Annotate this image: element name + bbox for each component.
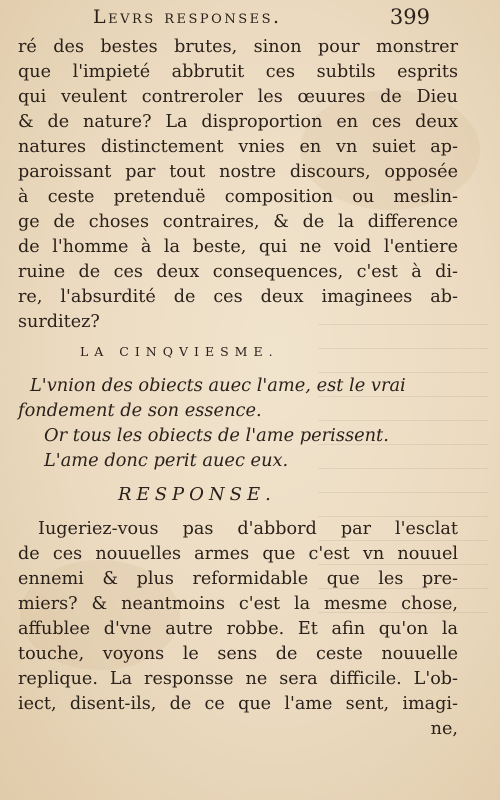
text-line: iect, disent-ils, de ce que l'ame sent, imagi- xyxy=(18,694,458,714)
text-line: ruine de ces deux consequences, c'est à di- xyxy=(18,262,458,282)
text-line: miers? & neantmoins c'est la mesme chose, xyxy=(18,594,458,614)
proposition-line: L'vnion des obiects auec l'ame, est le vrai xyxy=(30,375,406,396)
text-line: re, l'absurdité de ces deux imaginees ab- xyxy=(18,287,458,307)
proposition-line: fondement de son essence. xyxy=(18,400,262,421)
text-line: de ces nouuelles armes que c'est vn nouuel xyxy=(18,544,458,564)
text-line: ge de choses contraires, & de la difference xyxy=(18,212,458,232)
text-line: de l'homme à la beste, qui ne void l'entiere xyxy=(18,237,458,257)
running-head: Levrs responses. xyxy=(93,6,282,28)
text-line: ne, xyxy=(430,719,458,739)
text-line: ré des bestes brutes, sinon pour monstrer xyxy=(18,37,458,57)
page-number: 399 xyxy=(389,5,430,29)
text-line: touche, voyons le sens de ceste nouuelle xyxy=(18,644,458,664)
text-line: que l'impieté abbrutit ces subtils esprits xyxy=(18,62,458,82)
text-line: natures distinctement vnies en vn suiet ap- xyxy=(18,137,458,157)
text-line: ennemi & plus reformidable que les pre- xyxy=(18,569,458,589)
proposition-line: L'ame donc perit auec eux. xyxy=(44,450,289,471)
text-line: paroissant par tout nostre discours, opposée xyxy=(18,162,458,182)
text-line: à ceste pretenduë composition ou meslin- xyxy=(18,187,458,207)
page-header xyxy=(18,3,482,35)
text-line: affublee d'vne autre robbe. Et afin qu'on la xyxy=(18,619,458,639)
text-line: surditez? xyxy=(18,312,100,332)
response-heading: RESPONSE. xyxy=(118,484,276,505)
text-line: Iugeriez-vous pas d'abbord par l'esclat xyxy=(38,519,458,539)
text-line: & de nature? La disproportion en ces deux xyxy=(18,112,458,132)
proposition-line: Or tous les obiects de l'ame perissent. xyxy=(44,425,389,446)
text-line: qui veulent contreroler les œuures de Dieu xyxy=(18,87,458,107)
section-title: LA CINQVIESME. xyxy=(80,344,279,359)
text-line: replique. La responsse ne sera difficile. L'ob- xyxy=(18,669,458,689)
